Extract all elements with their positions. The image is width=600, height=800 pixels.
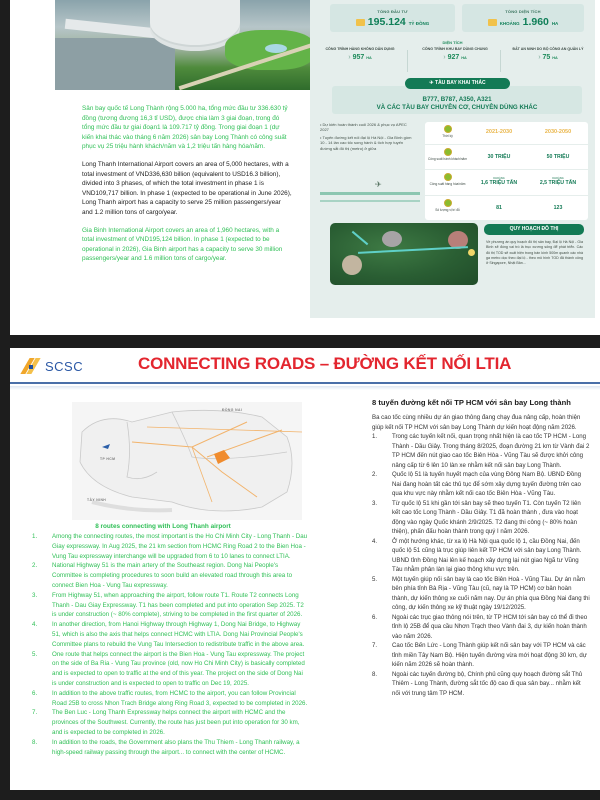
- gia-binh-paragraph: Gia Binh International Airport covers an area of 1,960 hectares, with a total investment of VND195,124 billion. In phase 1 (expected to be operational in 2026), Gia Binh airport has a capacity to serve 30 million passengers/year and 1.6 million tons of cargo/year.: [82, 226, 283, 263]
- table-row: [425, 169, 588, 195]
- area-label: ĐẤT AN NINH DO BỘ CÔNG AN QUẢN LÝ: [512, 47, 584, 51]
- map-label-dong-nai: ĐỒNG NAI: [222, 408, 243, 412]
- area-unit: HA: [552, 55, 558, 60]
- airplane-icon: ✈: [375, 180, 382, 189]
- area-value: 75: [542, 53, 551, 61]
- area-icon: [488, 19, 497, 26]
- routes-english: [18, 523, 308, 757]
- area-value: 927: [447, 53, 460, 61]
- table-row: [425, 144, 588, 169]
- passenger-icon: [444, 148, 452, 156]
- area-item: CÔNG TRÌNH HÀNG KHÔNG DÂN DỤNG › 957 HA: [315, 47, 405, 61]
- total-investment-label: TỔNG ĐẦU TƯ: [377, 9, 408, 14]
- list-item: 8. Ngoài các tuyến đường bộ, Chính phủ cũng quy hoạch đường sắt Thủ Thiêm - Long Thành, đường sắt tốc độ cao đi qua sân bay... nhằm kết nối với trung tâm TP HCM.: [372, 670, 583, 697]
- area-title: DIỆN TÍCH: [442, 40, 463, 45]
- list-item: 5. Một tuyến giúp nối sân bay là cao tốc Biên Hoà - Vũng Tàu. Dự án nằm bên phía tỉnh Bà Rịa - Vũng Tàu (cũ, nay là TP HCM) cơ bản hoàn thành, dự kiến thông xe cuối năm nay. Dự án phía qua Đồng Nai đang thi công, dự kiến thông xe kỹ thuật ngày 19/12/2025.: [372, 575, 590, 611]
- total-area-label: TỔNG DIỆN TÍCH: [505, 9, 541, 14]
- table-cell: 81: [496, 205, 502, 211]
- row-label: Thời kỳ: [425, 125, 470, 138]
- total-investment-unit: TỶ ĐỒNG: [408, 21, 430, 26]
- logo-text: SCSC: [45, 358, 84, 374]
- table-cell: 30 TRIỆU: [487, 154, 511, 160]
- list-item: 1. Trong các tuyến kết nối, quan trọng nhất hiện là cao tốc TP HCM - Long Thành - Dầu Giây. Trong tháng 8/2025, đoạn đường 21 km từ Vành đai 2 TP HCM đến nút giao cao tốc Biên Hòa - Vũng Tàu sẽ được khởi công nâng cấp từ 6 lên 10 làn xe nhằm kết nối sân bay Long Thành.: [372, 433, 590, 469]
- clock-icon: [444, 125, 452, 133]
- urban-planning-pill: QUY HOẠCH ĐÔ THỊ: [484, 224, 584, 235]
- slide-header: [10, 348, 600, 384]
- list-item: 7. The Ben Luc - Long Thanh Expressway helps connect the airport with HCMC and the provinces of the Southwest. Currently, the route has just been put into operation for 30 km, and is expected to be completed in 2026.: [32, 709, 300, 736]
- table-row: [425, 122, 588, 144]
- coins-icon: [356, 19, 365, 26]
- table-cell: KHOẢNG 1,6 TRIỆU TẤN: [480, 177, 518, 186]
- aircraft-types: B777, B787, A350, A321: [422, 96, 492, 103]
- total-area-prefix: KHOẢNG: [499, 21, 520, 26]
- total-area-unit: HA: [551, 21, 559, 26]
- aircraft-other: VÀ CÁC TÀU BAY CHUYÊN CƠ, CHUYÊN DÙNG KHÁC: [376, 104, 538, 111]
- list-item: 8. In addition to the roads, the Government also plans the Thu Thiem - Long Thanh railway, a high-speed railway passing through the airport... to connect with the center of HCMC.: [32, 738, 300, 756]
- area-item: ĐẤT AN NINH DO BỘ CÔNG AN QUẢN LÝ › 75 HA: [503, 47, 593, 61]
- airport-description: [82, 104, 292, 272]
- road-map-svg: [72, 402, 302, 520]
- period-header: 2021-2030: [485, 129, 513, 135]
- map-label-tay-ninh: TÂY NINH: [87, 498, 107, 502]
- list-item: 3. From Highway 51, when approaching the airport, follow route T1. Route T2 connects Long Thanh - Dau Giay Expressway. T1 has been completed and put into operation Sep 2025. T2 is under construction (~ 80% complete), striving to be completed in the first quarter of 2026.: [32, 591, 304, 619]
- area-item: CÔNG TRÌNH KHU BAY DÙNG CHUNG › 927 HA: [410, 47, 500, 61]
- road-network-map: [72, 402, 302, 520]
- table-cell: 50 TRIỆU: [546, 154, 570, 160]
- routes-vietnamese-heading: 8 tuyến đường kết nối TP HCM với sân bay Long thành: [372, 398, 571, 407]
- en-paragraph: Long Thanh International Airport covers an area of 5,000 hectares, with a total investment of VND336,630 billion (equivalent to USD16.3 billion), divided into 3 phases, of which the total investment in phase 1 is VND109,717 billion. In phase 1 (expected to be operational in June 2026), Long Thanh airport has a capacity to serve 25 million passengers/year and 1.2 million tons of cargo/year.: [82, 160, 292, 216]
- list-item: 2. National Highway 51 is the main artery of the Southeast region. Dong Nai People's Committee is completing procedures to soon build an elevated road through this area to connect Bien Hoa - Vung Tau expressway.: [32, 562, 293, 589]
- aircraft-pill: [405, 78, 510, 89]
- routes-english-heading: 8 routes connecting with Long Thanh airport: [95, 523, 231, 530]
- list-item: 6. In addition to the above traffic routes, from HCMC to the airport, you can follow Provincial Road 25B to cross Nhon Trach Bridge along Ring Road 3, expected to be completed in 2026.: [32, 689, 308, 707]
- area-label: CÔNG TRÌNH HÀNG KHÔNG DÂN DỤNG: [325, 47, 395, 51]
- aircraft-pill-label: TÀU BAY KHAI THÁC: [435, 80, 486, 86]
- area-unit: HA: [461, 55, 467, 60]
- list-item: 4. Ở một hướng khác, từ xa lộ Hà Nội qua quốc lộ 1, cầu Đồng Nai, đến quốc lộ 51 cũng là trục giúp liên kết TP HCM với sân bay Long Thành. UBND tỉnh Đồng Nai lên kế hoạch xây dựng lại nút giao Ngã tư Vũng Tàu nhằm phân làn lại giao thông khu vực trên.: [372, 537, 582, 573]
- total-investment-box: [330, 4, 455, 32]
- capacity-table: [425, 122, 588, 220]
- long-thanh-airport-image: [55, 0, 310, 90]
- bullet-item: • Dự kiến hoàn thành cuối 2026 & phục vụ APEC 2027: [320, 122, 407, 133]
- metro-illustration: [320, 178, 420, 208]
- row-label: Công suất hành khách/năm: [425, 148, 470, 161]
- cargo-icon: [444, 173, 452, 181]
- row-label: Số lượng vị trí đỗ: [425, 199, 470, 212]
- list-item: 5. One route that helps connect the airport is the Bien Hoa - Vung Tau expressway. The project on the side of Ba Ria - Vung Tau province (old, now Ho Chi Minh City) is basically completed and is expected to open to traffic at the end of this year. The project on the side of Dong Nai is under construction and is expected to open to traffic on Dec 19, 2025.: [32, 650, 305, 687]
- list-item: 2. Quốc lộ 51 là tuyến huyết mạch của vùng Đông Nam Bộ. UBND Đồng Nai đang hoàn tất các thủ tục để sớm xây dựng tuyến đường trên cao qua khu vực này nhằm kết nối cao tốc Biên Hòa - Vũng Tàu.: [372, 471, 582, 497]
- list-item: 6. Ngoài các trục giao thông nói trên, từ TP HCM tới sân bay có thể đi theo tỉnh lộ 25B để qua cầu Nhơn Trạch theo Vành đai 3, dự kiến hoàn thành vào năm 2026.: [372, 613, 588, 640]
- list-item: 4. In another direction, from Hanoi Highway through Highway 1, Dong Nai Bridge, to Highway 51, which is also the axis that helps connect HCMC with LTIA. Dong Nai Provincial People's Committee plans to rebuild the Vung Tau Intersection to redistribute traffic in the above area.: [32, 621, 305, 648]
- slide-title: CONNECTING ROADS – ĐƯỜNG KẾT NỐI LTIA: [138, 354, 512, 373]
- routes-vietnamese-intro: Ba cao tốc cùng nhiều dự án giao thông đang chạy đua nâng cấp, hoàn thiện giúp kết nối TP HCM với sân bay Long Thành dự kiến hoạt động năm 2026.: [372, 414, 581, 431]
- table-row: [425, 195, 588, 220]
- urban-route-map-image: [330, 223, 478, 285]
- map-label-tp-hcm: TP HCM: [100, 457, 116, 461]
- total-investment-value: 195.124: [367, 16, 406, 28]
- gia-binh-infographic: [310, 0, 595, 318]
- list-item: 1. Among the connecting routes, the most important is the Ho Chi Minh City - Long Thanh - Dau Giay expressway. In Aug 2025, the 21 km section from HCMC Ring Road 2 to the Bien Hoa - Vung Tau expressway interchange will be upgraded from 6 to 10 lanes to connect LTIA.: [32, 533, 308, 560]
- airplane-icon: ✈: [429, 80, 436, 86]
- period-header: 2030-2050: [544, 129, 572, 135]
- row-label: Công suất hàng hóa/năm: [425, 173, 470, 186]
- divider: [407, 50, 408, 72]
- bullet-item: • Tuyến đường kết nối đại lộ Hà Nội - Gia Bình gồm 10 - 14 làn cao tốc song hành & tích hợp tuyến đường sắt đô thị (metro) ở giữa: [320, 134, 412, 151]
- document-page-2: [10, 348, 600, 790]
- scsc-logo-icon: [22, 358, 42, 374]
- table-cell: KHOẢNG 2,5 TRIỆU TẤN: [539, 177, 577, 186]
- total-area-box: [462, 4, 584, 32]
- list-item: 3. Từ quốc lộ 51 khi gần tới sân bay sẽ theo tuyến T1. Còn tuyến T2 liên kết cao tốc Long Thành - Dầu Giây. T1 đã hoàn thành , đưa vào hoạt động vào ngày Quốc khánh 2/9/2025. T2 đang thi công (~ 80% hoàn thiện), phấn đấu hoàn thành trong quý I năm 2026.: [372, 499, 581, 535]
- scsc-logo: [22, 356, 83, 376]
- area-unit: HA: [366, 55, 372, 60]
- aircraft-box: [332, 86, 582, 114]
- routes-vietnamese: [372, 398, 590, 698]
- total-area-value: 1.960: [522, 16, 549, 28]
- area-label: CÔNG TRÌNH KHU BAY DÙNG CHUNG: [422, 47, 488, 51]
- divider: [500, 50, 501, 72]
- area-value: 957: [352, 53, 365, 61]
- urban-planning-text: Về phương án quy hoạch đô thị sân bay, Đại lộ Hà Nội - Gia Bình sẽ đóng vai trò là trục xương sống để phát triển. Các đô thị TOD sẽ xuất hiện trong bán kính 500m quanh các nhà ga metro dọc theo đại lộ - theo mô hình TOD đã thành công ở Singapore, Nhật Bản...: [486, 240, 583, 266]
- list-item: 7. Cao tốc Bến Lức - Long Thành giúp kết nối sân bay với TP HCM và các tỉnh miền Tây Nam Bộ. Hiện tuyến đường vừa mới hoạt động 30 km, dự kiến năm 2026 sẽ hoàn thành.: [372, 642, 587, 668]
- parking-icon: [444, 199, 452, 207]
- project-bullets: [320, 122, 415, 153]
- table-cell: 123: [553, 205, 563, 211]
- document-page-1: [10, 0, 600, 335]
- vn-paragraph: Sân bay quốc tế Long Thành rộng 5.000 ha, tổng mức đầu tư 336.630 tỷ đồng (tương đương 16,3 tỉ USD), được chia làm 3 giai đoạn, trong đó tổng mức đầu tư giai đoạn1 là 109.717 tỷ đồng. Trong giai đoạn 1 (dự kiến khai thác vào tháng 6 năm 2026) sân bay Long Thành có công suất phục vụ 25 triệu hành khách/năm và 1,2 triệu tấn hàng hóa/năm.: [82, 105, 288, 151]
